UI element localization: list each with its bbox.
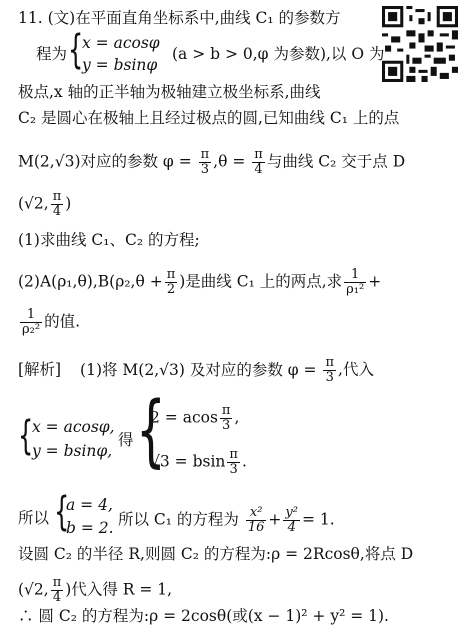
problem-text-1: 在平面直角坐标系中,曲线 C₁ 的参数方: [75, 9, 341, 27]
c1-equation: 所以 C₁ 的方程为 $\frac{\text{x²}}{16}$ + $\frac{\text{y²}}{4}$ = 1.: [118, 505, 335, 535]
frac-pi-4-b: $\frac{\pi}{4}$: [52, 189, 62, 219]
param-brace: {: [68, 27, 84, 73]
problem-line-5: [18, 148, 405, 177]
so-label: 所以: [18, 509, 50, 527]
question-2: (2)A(ρ₁,θ),B(ρ₂,θ + $\frac{\pi}{2}$ )是曲线 C₁ 上的两点,求 $\frac{1}{\text{ρ₁²}}$ +: [18, 267, 382, 297]
solution-line-radius: 设圆 C₂ 的半径 R,则圆 C₂ 的方程为:ρ = 2Rcosθ,将点 D: [18, 545, 414, 563]
param-y: y = bsinφ: [82, 56, 158, 74]
line5-b: ,θ =: [213, 152, 246, 171]
solution-line-final: ∴ 圆 C₂ 的方程为:ρ = 2cosθ(或(x − 1)² + y² = 1).: [18, 607, 389, 625]
line5-c: 与曲线 C₂ 交于点 D: [266, 152, 406, 171]
line5-a: M(2,√3)对应的参数 φ =: [18, 152, 192, 171]
problem-line-2-suffix: (a > b > 0,φ 为参数),以 O 为: [172, 45, 385, 63]
eq2: √3 = bsin $\frac{\pi}{3}$ .: [150, 447, 247, 477]
solution-line-sub: (√2, $\frac{\pi}{4}$ )代入得 R = 1,: [18, 575, 173, 605]
eq1: 2 = acos $\frac{\pi}{3}$ ,: [150, 403, 240, 433]
qr-code-icon: [382, 6, 458, 82]
line6-a: (√2,: [18, 194, 49, 213]
system-brace-2: {: [136, 386, 166, 476]
param-x: x = acosφ: [82, 34, 160, 52]
problem-line-6: (√2, $\frac{\pi}{4}$ ): [18, 189, 72, 219]
solution-line-1: [解析] (1)将 M(2,√3) 及对应的参数 φ = $\frac{\pi}{3}$ ,代入: [18, 355, 374, 385]
frac-1-rho1: $\frac{1}{\text{ρ₁²}}$: [346, 267, 365, 297]
source-tag: (文): [47, 9, 76, 27]
problem-line-1: [18, 8, 341, 28]
question-1: (1)求曲线 C₁、C₂ 的方程;: [18, 231, 200, 249]
frac-pi-3: $\frac{\pi}{3}$: [200, 147, 210, 177]
frac-pi-2: $\frac{\pi}{2}$: [166, 267, 176, 297]
solution-label: [解析]: [18, 360, 62, 379]
problem-line-3: 极点,x 轴的正半轴为极轴建立极坐标系,曲线: [18, 83, 321, 101]
problem-number: 11.: [18, 9, 43, 27]
frac-pi-4: $\frac{\pi}{4}$: [254, 147, 263, 177]
question-2-end: $\frac{1}{\text{ρ₂²}}$ 的值.: [22, 307, 81, 337]
system-brace-1: {: [18, 413, 34, 459]
problem-line-4: C₂ 是圆心在极轴上且经过极点的圆,已知曲线 C₁ 上的点: [18, 109, 400, 127]
frac-1-rho2: $\frac{1}{\text{ρ₂²}}$: [22, 307, 41, 337]
system-brace-3: {: [54, 489, 70, 535]
problem-line-2-prefix: 程为: [36, 45, 68, 63]
